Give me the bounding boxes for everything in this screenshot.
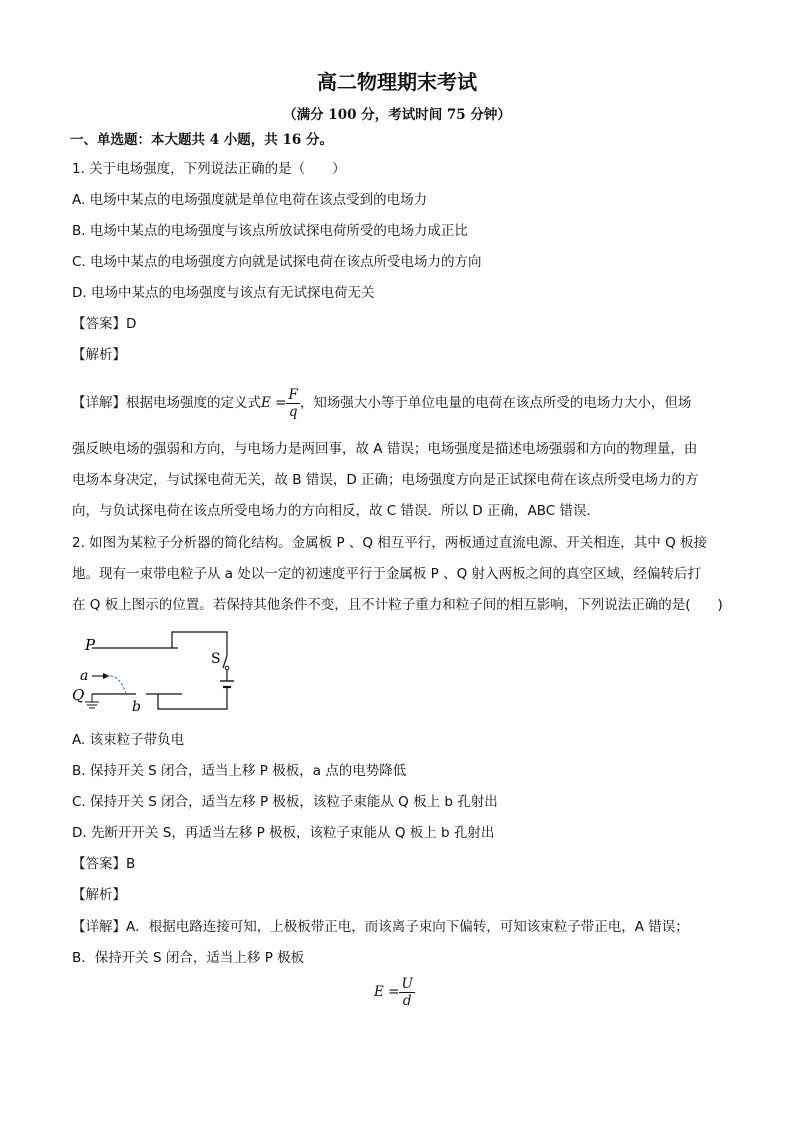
page-subtitle: （满分 100 分，考试时间 75 分钟）	[283, 107, 511, 123]
q1-detail-rest: ，知场强大小等于单位电量的电荷在该点所受的电场力大小，但场	[299, 395, 692, 411]
q2-option-c: C. 保持开关 S 闭合，适当左移 P 极板，该粒子束能从 Q 板上 b 孔射出	[72, 794, 498, 810]
q2-formula-numerator: U	[401, 976, 413, 992]
q1-detail-line4: 向，与负试探电荷在该点所受电场力的方向相反，故 C 错误．所以 D 正确，ABC 错误．	[72, 503, 600, 519]
q2-stem-line3: 在 Q 板上图示的位置。若保持其他条件不变，且不计粒子重力和粒子间的相互影响，下列说法正确的是( )	[72, 597, 723, 613]
q1-stem: 1. 关于电场强度，下列说法正确的是（ ）	[72, 161, 346, 177]
page-title: 高二物理期末考试	[317, 70, 477, 94]
switch-contact	[225, 666, 229, 670]
q1-formula-fraction	[286, 387, 299, 420]
q1-formula-lhs: E =	[261, 395, 287, 411]
q2-option-b: B. 保持开关 S 闭合，适当上移 P 极板，a 点的电势降低	[72, 763, 407, 779]
beam-trajectory	[106, 676, 126, 694]
q1-formula-denominator: q	[288, 403, 298, 420]
q1-option-b: B. 电场中某点的电场强度与该点所放试探电荷所受的电场力成正比	[72, 223, 468, 239]
q2-detail-line1: 【详解】A．根据电路连接可知，上极板带正电，而该离子束向下偏转，可知该束粒子带正电，A 错误；	[72, 919, 689, 935]
label-q: Q	[72, 686, 85, 704]
q2-formula-denominator: d	[402, 993, 412, 1009]
label-s: S	[211, 651, 221, 667]
q1-detail-line2: 强反映电场的强弱和方向，与电场力是两回事，故 A 错误；电场强度是描述电场强弱和方向的物理量，由	[72, 441, 698, 457]
q2-option-d: D. 先断开开关 S，再适当左移 P 极板，该粒子束能从 Q 板上 b 孔射出	[72, 825, 495, 841]
q1-answer: 【答案】D	[72, 316, 137, 332]
q2-option-a: A. 该束粒子带负电	[72, 732, 185, 748]
q2-formula-lhs: E =	[374, 984, 400, 1000]
particle-analyzer-diagram	[70, 626, 250, 722]
q1-option-d: D. 电场中某点的电场强度与该点有无试探电荷无关	[72, 285, 375, 301]
q1-formula-numerator: F	[288, 386, 298, 403]
section-heading: 一、单选题：本大题共 4 小题，共 16 分。	[70, 132, 333, 148]
q1-option-c: C. 电场中某点的电场强度方向就是试探电荷在该点所受电场力的方向	[72, 254, 482, 270]
q1-detail-lead: 【详解】根据电场强度的定义式	[72, 395, 261, 411]
q1-detail-line3: 电场本身决定，与试探电荷无关，故 B 错误，D 正确；电场强度方向是正试探电荷在该点所受电场力的方	[72, 472, 699, 488]
q2-stem-line1: 2. 如图为某粒子分析器的简化结构。金属板 P 、Q 相互平行，两板通过直流电源、开关相连，其中 Q 板接	[72, 535, 708, 551]
q2-analysis-label: 【解析】	[72, 887, 126, 903]
q2-detail-line2: B．保持开关 S 闭合，适当上移 P 极板	[72, 950, 305, 966]
q2-stem-line2: 地。现有一束带电粒子从 a 处以一定的初速度平行于金属板 P 、Q 射入两板之间的真空区域，经偏转后打	[72, 566, 701, 582]
q1-option-a: A. 电场中某点的电场强度就是单位电荷在该点受到的电场力	[72, 192, 428, 208]
q1-detail-line1	[72, 383, 691, 423]
label-b: b	[132, 699, 141, 715]
circuit-wire-bottom	[158, 687, 227, 709]
q2-answer: 【答案】B	[72, 856, 136, 872]
q2-formula	[374, 972, 415, 1012]
label-p: P	[85, 636, 96, 654]
label-a: a	[80, 668, 89, 684]
q1-analysis-label: 【解析】	[72, 347, 126, 363]
q2-formula-fraction	[399, 976, 414, 1009]
